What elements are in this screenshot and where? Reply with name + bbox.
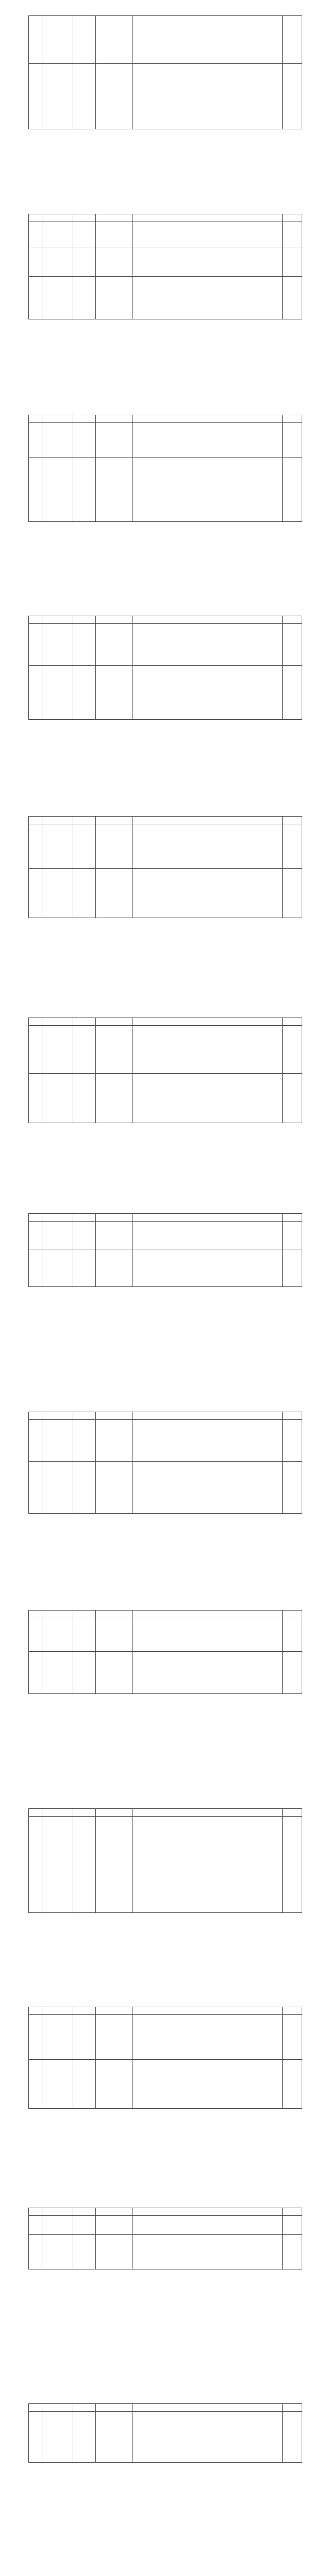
column-header-area xyxy=(133,817,283,824)
table-row xyxy=(29,16,302,64)
cell-applicant xyxy=(96,2015,133,2060)
cell-region xyxy=(73,1462,96,1514)
cell-area xyxy=(133,1222,283,1249)
cell-region xyxy=(73,2412,96,2463)
cell-area xyxy=(133,277,283,319)
column-header-area xyxy=(133,214,283,222)
column-header-area xyxy=(133,2404,283,2412)
cell-area xyxy=(133,1074,283,1123)
column-header-area xyxy=(133,1018,283,1026)
cell-remark xyxy=(283,457,302,522)
header-row xyxy=(29,1214,302,1222)
column-header-region xyxy=(73,415,96,423)
cell-area xyxy=(133,457,283,522)
column-header-name xyxy=(42,1412,73,1420)
column-header-applicant xyxy=(96,1412,133,1420)
cell-name xyxy=(42,1026,73,1074)
cell-region xyxy=(73,624,96,666)
column-header-area xyxy=(133,1412,283,1420)
cell-applicant xyxy=(96,222,133,247)
table-row xyxy=(29,1817,302,1913)
header-row xyxy=(29,214,302,222)
table-row xyxy=(29,1026,302,1074)
column-header-remark xyxy=(283,1214,302,1222)
cell-applicant xyxy=(96,64,133,129)
column-header-no xyxy=(29,1611,42,1618)
cell-applicant xyxy=(96,1817,133,1913)
cell-area xyxy=(133,1817,283,1913)
cell-name xyxy=(42,1462,73,1514)
cell-region xyxy=(73,277,96,319)
column-header-region xyxy=(73,1611,96,1618)
table-row xyxy=(29,624,302,666)
cell-area xyxy=(133,2235,283,2269)
table-row xyxy=(29,423,302,457)
cell-remark xyxy=(283,1249,302,1287)
header-row xyxy=(29,2208,302,2216)
column-header-region xyxy=(73,1412,96,1420)
table-row xyxy=(29,1249,302,1287)
header-row xyxy=(29,1611,302,1618)
cell-no xyxy=(29,666,42,720)
table-row xyxy=(29,222,302,247)
cell-remark xyxy=(283,16,302,64)
cell-region xyxy=(73,1074,96,1123)
column-header-name xyxy=(42,1809,73,1817)
cell-no xyxy=(29,2015,42,2060)
table-block xyxy=(28,214,302,319)
cell-remark xyxy=(283,423,302,457)
header-row xyxy=(29,1412,302,1420)
column-header-applicant xyxy=(96,1018,133,1026)
cell-region xyxy=(73,666,96,720)
column-header-no xyxy=(29,2007,42,2015)
cell-region xyxy=(73,1420,96,1462)
cell-region xyxy=(73,64,96,129)
table-row xyxy=(29,1074,302,1123)
cell-no xyxy=(29,64,42,129)
data-table xyxy=(28,415,302,522)
cell-region xyxy=(73,869,96,918)
cell-name xyxy=(42,222,73,247)
column-header-name xyxy=(42,616,73,624)
column-header-remark xyxy=(283,1809,302,1817)
cell-applicant xyxy=(96,1222,133,1249)
column-header-name xyxy=(42,1018,73,1026)
table-block xyxy=(28,415,302,522)
cell-remark xyxy=(283,2060,302,2109)
cell-name xyxy=(42,2216,73,2235)
cell-name xyxy=(42,1222,73,1249)
cell-no xyxy=(29,1618,42,1652)
data-table xyxy=(28,1412,302,1514)
cell-area xyxy=(133,1462,283,1514)
table-row xyxy=(29,1462,302,1514)
cell-region xyxy=(73,457,96,522)
column-header-region xyxy=(73,817,96,824)
cell-area xyxy=(133,624,283,666)
cell-name xyxy=(42,2412,73,2463)
table-block xyxy=(28,2208,302,2269)
cell-remark xyxy=(283,277,302,319)
cell-area xyxy=(133,1026,283,1074)
table-block xyxy=(28,1412,302,1514)
column-header-name xyxy=(42,214,73,222)
cell-area xyxy=(133,824,283,869)
column-header-applicant xyxy=(96,2007,133,2015)
cell-region xyxy=(73,222,96,247)
column-header-area xyxy=(133,1809,283,1817)
data-table xyxy=(28,15,302,129)
cell-remark xyxy=(283,1652,302,1694)
cell-applicant xyxy=(96,1420,133,1462)
cell-region xyxy=(73,2235,96,2269)
data-table xyxy=(28,1018,302,1123)
cell-area xyxy=(133,2015,283,2060)
cell-name xyxy=(42,824,73,869)
column-header-applicant xyxy=(96,1809,133,1817)
cell-area xyxy=(133,423,283,457)
cell-no xyxy=(29,1420,42,1462)
cell-applicant xyxy=(96,2060,133,2109)
table-block xyxy=(28,15,302,129)
cell-applicant xyxy=(96,1074,133,1123)
cell-region xyxy=(73,2015,96,2060)
cell-applicant xyxy=(96,1026,133,1074)
column-header-remark xyxy=(283,2007,302,2015)
cell-applicant xyxy=(96,1462,133,1514)
data-table xyxy=(28,1808,302,1913)
column-header-applicant xyxy=(96,415,133,423)
table-row xyxy=(29,457,302,522)
cell-applicant xyxy=(96,2216,133,2235)
table-block xyxy=(28,616,302,720)
table-row xyxy=(29,2216,302,2235)
column-header-name xyxy=(42,817,73,824)
column-header-name xyxy=(42,2208,73,2216)
cell-name xyxy=(42,1817,73,1913)
data-table xyxy=(28,816,302,918)
cell-no xyxy=(29,2216,42,2235)
column-header-name xyxy=(42,415,73,423)
cell-no xyxy=(29,2235,42,2269)
cell-no xyxy=(29,824,42,869)
cell-remark xyxy=(283,869,302,918)
cell-name xyxy=(42,457,73,522)
cell-applicant xyxy=(96,824,133,869)
column-header-applicant xyxy=(96,1611,133,1618)
cell-no xyxy=(29,1652,42,1694)
table-row xyxy=(29,1420,302,1462)
cell-name xyxy=(42,624,73,666)
cell-remark xyxy=(283,1420,302,1462)
column-header-name xyxy=(42,2007,73,2015)
header-row xyxy=(29,1809,302,1817)
cell-applicant xyxy=(96,1618,133,1652)
cell-region xyxy=(73,824,96,869)
cell-no xyxy=(29,277,42,319)
column-header-area xyxy=(133,616,283,624)
table-row xyxy=(29,2235,302,2269)
column-header-region xyxy=(73,1018,96,1026)
cell-area xyxy=(133,16,283,64)
cell-name xyxy=(42,64,73,129)
column-header-applicant xyxy=(96,2404,133,2412)
table-block xyxy=(28,1808,302,1913)
table-row xyxy=(29,2060,302,2109)
table-block xyxy=(28,2007,302,2109)
cell-region xyxy=(73,1652,96,1694)
table-row xyxy=(29,64,302,129)
table-row xyxy=(29,247,302,277)
column-header-name xyxy=(42,1214,73,1222)
column-header-region xyxy=(73,2404,96,2412)
cell-area xyxy=(133,666,283,720)
cell-region xyxy=(73,1222,96,1249)
cell-remark xyxy=(283,1817,302,1913)
cell-remark xyxy=(283,247,302,277)
cell-applicant xyxy=(96,1249,133,1287)
data-table xyxy=(28,2007,302,2109)
cell-area xyxy=(133,1249,283,1287)
cell-name xyxy=(42,1652,73,1694)
cell-name xyxy=(42,2015,73,2060)
cell-name xyxy=(42,869,73,918)
cell-remark xyxy=(283,666,302,720)
column-header-remark xyxy=(283,817,302,824)
table-block xyxy=(28,1018,302,1123)
header-row xyxy=(29,817,302,824)
header-row xyxy=(29,616,302,624)
header-row xyxy=(29,2404,302,2412)
cell-remark xyxy=(283,64,302,129)
cell-area xyxy=(133,2216,283,2235)
cell-name xyxy=(42,16,73,64)
cell-applicant xyxy=(96,2235,133,2269)
column-header-no xyxy=(29,817,42,824)
cell-no xyxy=(29,1074,42,1123)
column-header-region xyxy=(73,2007,96,2015)
cell-no xyxy=(29,1222,42,1249)
cell-applicant xyxy=(96,2412,133,2463)
column-header-area xyxy=(133,1611,283,1618)
header-row xyxy=(29,1018,302,1026)
column-header-area xyxy=(133,415,283,423)
cell-applicant xyxy=(96,16,133,64)
column-header-remark xyxy=(283,415,302,423)
table-block xyxy=(28,1213,302,1287)
cell-remark xyxy=(283,1462,302,1514)
column-header-remark xyxy=(283,1412,302,1420)
column-header-remark xyxy=(283,2208,302,2216)
cell-region xyxy=(73,1817,96,1913)
cell-name xyxy=(42,2235,73,2269)
cell-region xyxy=(73,1249,96,1287)
table-row xyxy=(29,1618,302,1652)
cell-remark xyxy=(283,624,302,666)
column-header-name xyxy=(42,1611,73,1618)
column-header-no xyxy=(29,2404,42,2412)
cell-area xyxy=(133,2060,283,2109)
cell-region xyxy=(73,2060,96,2109)
cell-no xyxy=(29,247,42,277)
cell-name xyxy=(42,1074,73,1123)
data-table xyxy=(28,1610,302,1694)
table-block xyxy=(28,2403,302,2463)
cell-area xyxy=(133,247,283,277)
column-header-remark xyxy=(283,616,302,624)
cell-name xyxy=(42,1249,73,1287)
column-header-no xyxy=(29,214,42,222)
column-header-region xyxy=(73,2208,96,2216)
cell-area xyxy=(133,222,283,247)
cell-area xyxy=(133,1618,283,1652)
column-header-no xyxy=(29,616,42,624)
cell-region xyxy=(73,1618,96,1652)
cell-remark xyxy=(283,1074,302,1123)
cell-no xyxy=(29,1026,42,1074)
table-row xyxy=(29,1652,302,1694)
cell-area xyxy=(133,869,283,918)
cell-remark xyxy=(283,222,302,247)
cell-no xyxy=(29,624,42,666)
column-header-region xyxy=(73,616,96,624)
cell-remark xyxy=(283,2216,302,2235)
column-header-area xyxy=(133,2007,283,2015)
cell-region xyxy=(73,423,96,457)
column-header-name xyxy=(42,2404,73,2412)
cell-no xyxy=(29,457,42,522)
column-header-no xyxy=(29,1412,42,1420)
column-header-no xyxy=(29,415,42,423)
cell-remark xyxy=(283,2412,302,2463)
table-row xyxy=(29,2412,302,2463)
column-header-region xyxy=(73,1214,96,1222)
cell-applicant xyxy=(96,423,133,457)
cell-no xyxy=(29,869,42,918)
cell-applicant xyxy=(96,666,133,720)
column-header-region xyxy=(73,1809,96,1817)
column-header-no xyxy=(29,2208,42,2216)
column-header-applicant xyxy=(96,616,133,624)
data-table xyxy=(28,214,302,319)
column-header-no xyxy=(29,1018,42,1026)
cell-region xyxy=(73,16,96,64)
cell-name xyxy=(42,1618,73,1652)
column-header-applicant xyxy=(96,1214,133,1222)
cell-remark xyxy=(283,2235,302,2269)
cell-applicant xyxy=(96,1652,133,1694)
column-header-applicant xyxy=(96,214,133,222)
table-row xyxy=(29,666,302,720)
cell-name xyxy=(42,423,73,457)
cell-no xyxy=(29,16,42,64)
column-header-applicant xyxy=(96,817,133,824)
cell-region xyxy=(73,247,96,277)
column-header-region xyxy=(73,214,96,222)
cell-remark xyxy=(283,2015,302,2060)
table-block xyxy=(28,816,302,918)
cell-name xyxy=(42,277,73,319)
data-table xyxy=(28,616,302,720)
cell-no xyxy=(29,1817,42,1913)
column-header-remark xyxy=(283,2404,302,2412)
cell-no xyxy=(29,423,42,457)
cell-area xyxy=(133,2412,283,2463)
cell-applicant xyxy=(96,247,133,277)
cell-applicant xyxy=(96,277,133,319)
cell-area xyxy=(133,64,283,129)
table-row xyxy=(29,2015,302,2060)
cell-remark xyxy=(283,824,302,869)
cell-remark xyxy=(283,1618,302,1652)
cell-applicant xyxy=(96,869,133,918)
cell-no xyxy=(29,2412,42,2463)
cell-region xyxy=(73,2216,96,2235)
cell-area xyxy=(133,1420,283,1462)
data-table xyxy=(28,2403,302,2463)
cell-name xyxy=(42,1420,73,1462)
data-table xyxy=(28,1213,302,1287)
cell-no xyxy=(29,222,42,247)
cell-remark xyxy=(283,1026,302,1074)
table-row xyxy=(29,824,302,869)
column-header-remark xyxy=(283,1018,302,1026)
header-row xyxy=(29,2007,302,2015)
column-header-no xyxy=(29,1214,42,1222)
column-header-area xyxy=(133,2208,283,2216)
column-header-area xyxy=(133,1214,283,1222)
table-row xyxy=(29,277,302,319)
cell-no xyxy=(29,2060,42,2109)
column-header-applicant xyxy=(96,2208,133,2216)
column-header-remark xyxy=(283,214,302,222)
column-header-no xyxy=(29,1809,42,1817)
data-table xyxy=(28,2208,302,2269)
column-header-remark xyxy=(283,1611,302,1618)
cell-region xyxy=(73,1026,96,1074)
table-row xyxy=(29,869,302,918)
table-block xyxy=(28,1610,302,1694)
cell-no xyxy=(29,1462,42,1514)
cell-applicant xyxy=(96,624,133,666)
cell-name xyxy=(42,247,73,277)
cell-name xyxy=(42,666,73,720)
cell-no xyxy=(29,1249,42,1287)
header-row xyxy=(29,415,302,423)
table-row xyxy=(29,1222,302,1249)
cell-applicant xyxy=(96,457,133,522)
cell-area xyxy=(133,1652,283,1694)
cell-name xyxy=(42,2060,73,2109)
cell-remark xyxy=(283,1222,302,1249)
